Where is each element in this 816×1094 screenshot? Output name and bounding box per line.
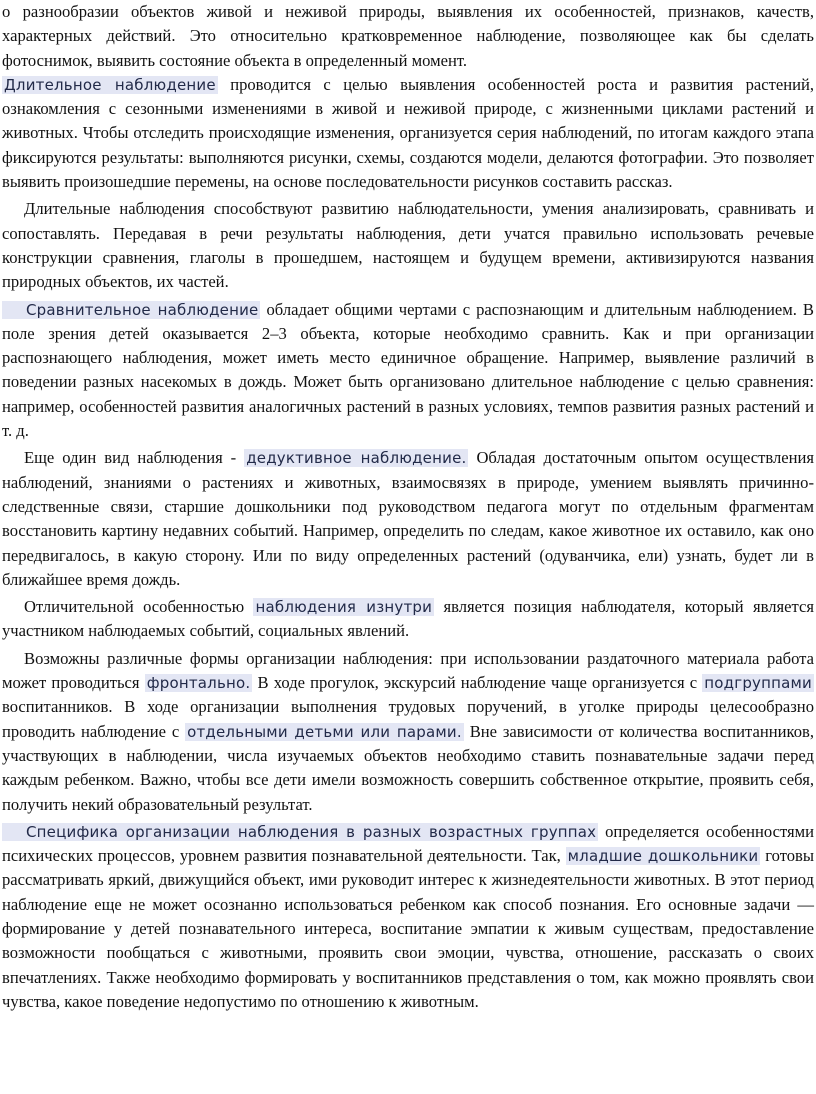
text-segment: готовы рассматривать яркий, движущийся объект, ими руководит интерес к жизнедеятельности животных. В этот период наблюдение еще не может осознанно использоваться ребенком как способ познания. Его основные задачи — формирование у детей познавательного интереса, воспитание эмпатии к живым существам, предоставление возможности пообщаться с животными, проявить свои эмоции, чувства, отношение, рассказать о своих впечатлениях. Также необходимо формировать у воспитанников представления о том, как можно проявлять свои чувства, какое поведение недопустимо по отношению к животным. bbox=[2, 846, 815, 1011]
highlighted-term: Длительное наблюдение bbox=[4, 75, 216, 94]
text-segment: является позиция наблюдателя, который является участником наблюдаемых событий, социальных явлений. bbox=[2, 597, 814, 641]
text-segment: Еще один вид наблюдения - bbox=[24, 448, 245, 468]
paragraph-comparative-observation bbox=[2, 298, 814, 444]
paragraph-deductive-observation bbox=[2, 446, 814, 592]
highlighted-term: Сравнительное наблюдение bbox=[2, 301, 260, 319]
highlighted-term: подгруппами bbox=[704, 674, 813, 693]
text-segment: Вне зависимости от количества воспитанников, участвующих в наблюдении, числа изучаемых объектов необходимо ставить познавательные задачи перед каждым ребенком. Важно, чтобы все дети имели возможность совершить собственное открытие, проявить себя, получить некий образовательный результат. bbox=[2, 721, 815, 814]
text-segment: о разнообразии объектов живой и неживой природы, выявления их особенностей, признаков, качеств, характерных действий. Это относительно кратковременное наблюдение, позволяющее как бы сделать фотоснимок, выявить состояние объекта в определенный момент. bbox=[2, 2, 814, 70]
highlighted-term: дедуктивное наблюдение. bbox=[246, 449, 467, 468]
text-segment: Обладая достаточным опытом осуществления наблюдений, знаниями о растениях и животных, взаимосвязях в природе, умением выявлять причинно-следственные связи, старшие дошкольники под руководством педагога могут по отдельным фрагментам восстановить картину недавних событий. Например, определить по следам, какое животное их оставило, как оно передвигалось, в какую сторону. Или по виду определенных растений (одуванчика, ели) узнать, будет ли в ближайшее время дождь. bbox=[2, 448, 814, 589]
paragraph-long-term-observation bbox=[2, 73, 814, 194]
paragraph-long-term-benefits bbox=[2, 197, 814, 294]
text-segment: обладает общими чертами с распознающим и длительным наблюдением. В поле зрения детей оказывается 2–3 объекта, которые необходимо сравнить. Как и при организации распознающего наблюдения, может иметь место единичное обращение. Например, выявление различий в поведении разных насекомых в дождь. Может быть организовано длительное наблюдение с целью сравнения: например, особенностей развития аналогичных растений в разных условиях, темпов развития разных растений и т. д. bbox=[2, 299, 814, 441]
text-segment: Длительные наблюдения способствуют развитию наблюдательности, умения анализировать, сравнивать и сопоставлять. Передавая в речи результаты наблюдения, дети учатся правильно использовать речевые конструкции сравнения, глаголы в прошедшем, настоящем и будущем времени, активизируются названия природных объектов, их частей. bbox=[2, 199, 814, 292]
paragraph-intro-continued bbox=[2, 0, 814, 73]
paragraph-age-groups bbox=[2, 820, 814, 1014]
text-segment: определяется особенностями психических процессов, уровнем развития познавательной деятельности. Так, bbox=[2, 821, 814, 866]
highlighted-term: отдельными детьми или парами. bbox=[187, 722, 462, 741]
text-segment: В ходе прогулок, экскурсий наблюдение чаще организуется с bbox=[252, 673, 703, 693]
text-segment: Отличительной особенностью bbox=[24, 597, 254, 617]
paragraph-inside-observation bbox=[2, 595, 814, 644]
paragraph-organization-forms bbox=[2, 647, 814, 817]
highlighted-term: фронтально. bbox=[146, 674, 251, 693]
text-segment: воспитанников. В ходе организации выполнения трудовых поручений, в уголке природы целесообразно проводить наблюдение с bbox=[2, 697, 814, 741]
text-segment: Возможны различные формы организации наблюдения: при использовании раздаточного материала работа может проводиться bbox=[2, 648, 814, 693]
highlighted-term: Специфика организации наблюдения в разных возрастных группах bbox=[2, 823, 598, 841]
highlighted-term: младшие дошкольники bbox=[567, 847, 759, 866]
text-segment: проводится с целью выявления особенностей роста и развития растений, ознакомления с сезонными изменениями в живой и неживой природе, с жизненными циклами растений и животных. Чтобы отследить происходящие изменения, организуется серия наблюдений, по итогам каждого этапа фиксируются результаты: выполняются рисунки, схемы, создаются модели, делаются фотографии. Это позволяет выявить произошедшие перемены, на основе последовательности рисунков составить рассказ. bbox=[2, 74, 815, 192]
highlighted-term: наблюдения изнутри bbox=[255, 598, 433, 617]
